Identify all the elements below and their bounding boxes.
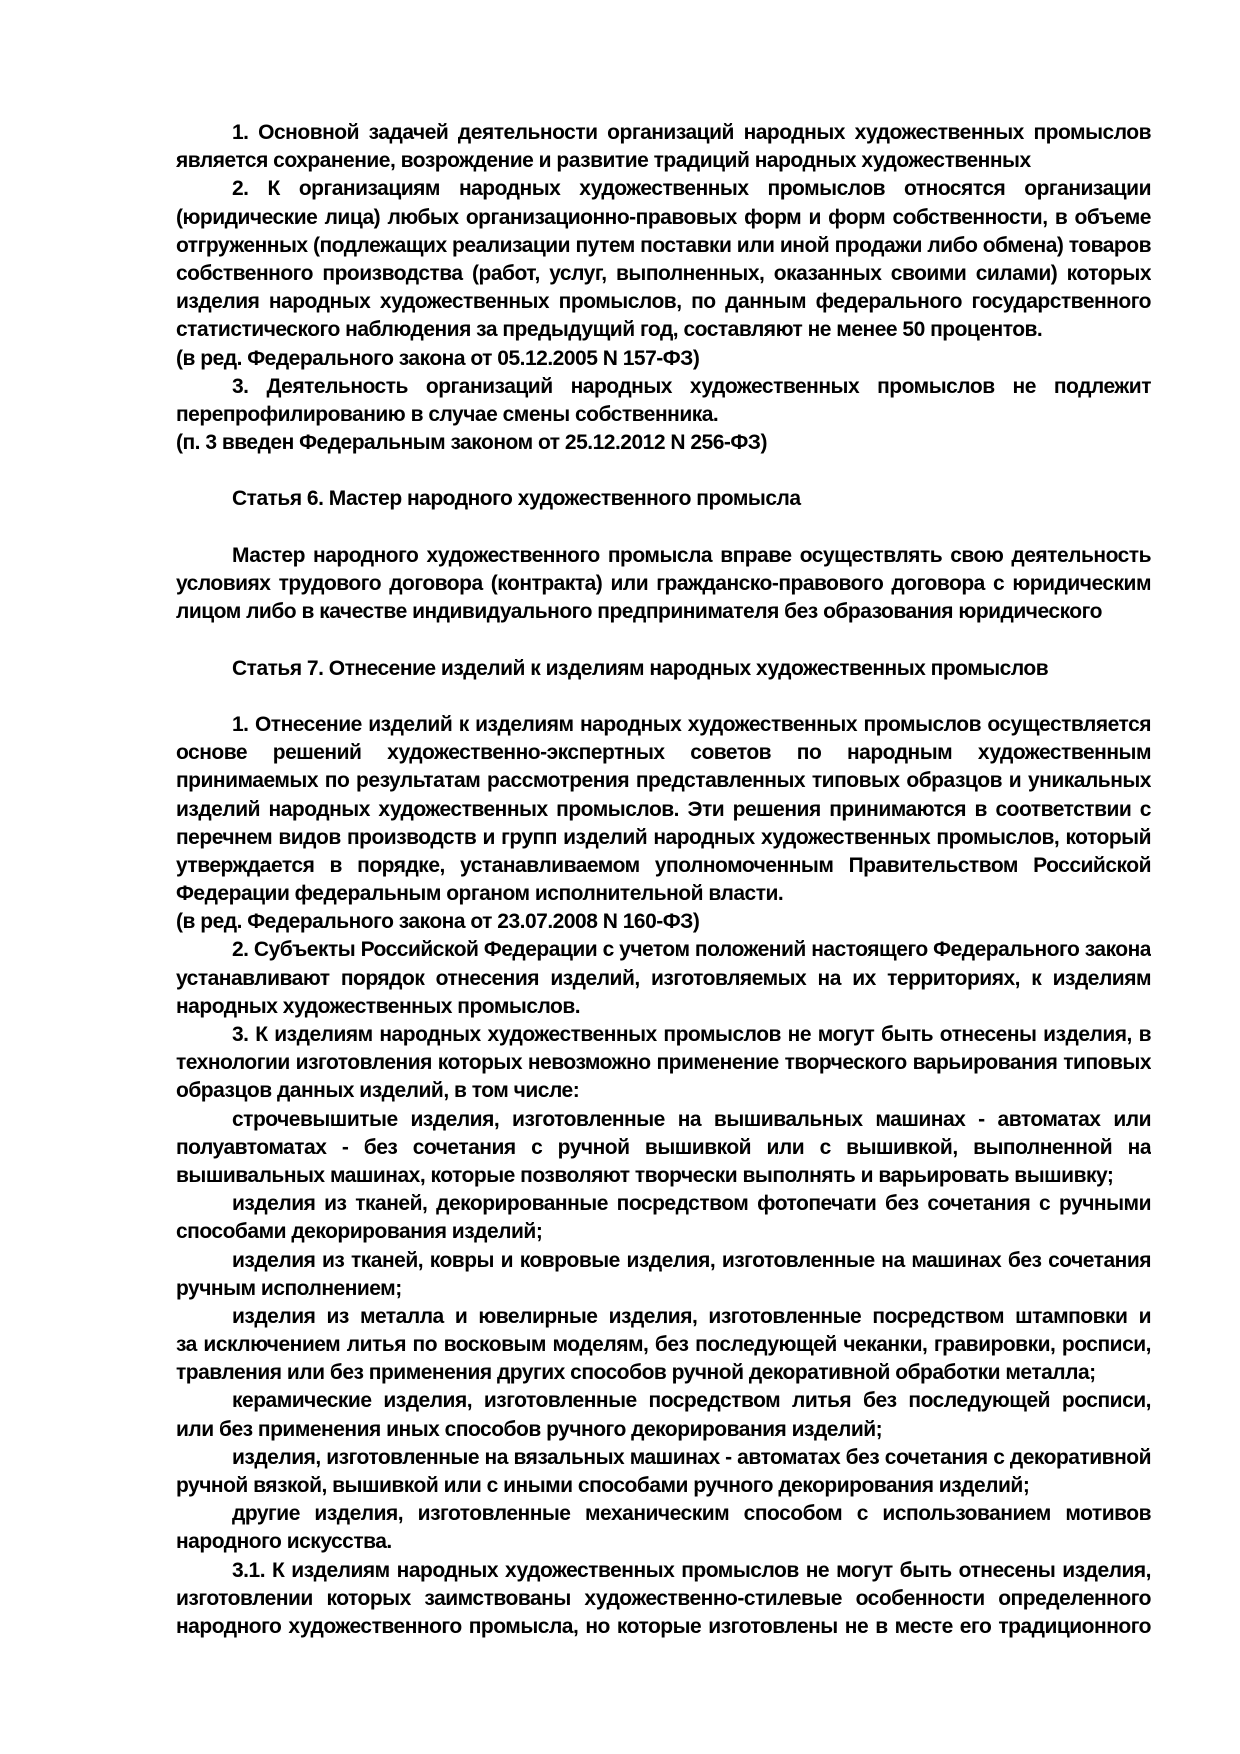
text-line: народных художественных промыслов.	[176, 994, 581, 1018]
text-line: условиях трудового договора (контракта) или гражданско-правового договора с юридическим	[176, 572, 1151, 595]
text-line: вышивальных машинах, которые позволяют творчески выполнять и варьировать вышивку;	[176, 1163, 1114, 1187]
text-line: утверждается в порядке, устанавливаемом уполномоченным Правительством Российской	[176, 853, 1151, 877]
article-heading	[176, 485, 1151, 513]
paragraph	[176, 1247, 1151, 1303]
text-line: 3. К изделиям народных художественных промыслов не могут быть отнесены изделия, в	[232, 1023, 1151, 1046]
blank-line	[176, 457, 1151, 485]
document-text	[176, 119, 1151, 1641]
paragraph	[176, 345, 1151, 373]
text-line: изделия народных художественных промыслов, по данным федерального государственного	[176, 290, 1151, 314]
text-line: травления или без применения других способов ручной декоративной обработки металла;	[176, 1361, 1096, 1385]
paragraph	[176, 542, 1151, 627]
text-line: 3.1. К изделиям народных художественных промыслов не могут быть отнесены изделия,	[232, 1558, 1151, 1582]
text-line: изделия, изготовленные на вязальных машинах - автоматах без сочетания с декоративной	[232, 1445, 1151, 1469]
text-line: перечнем видов производств и групп изделий народных художественных промыслов, который	[176, 825, 1151, 849]
text-line: керамические изделия, изготовленные посредством литья без последующей росписи,	[232, 1389, 1151, 1413]
text-line: статистического наблюдения за предыдущий год, составляют не менее 50 процентов.	[176, 318, 1043, 342]
paragraph	[176, 1021, 1151, 1106]
text-line: за исключением литья по восковым моделям, без последующей чеканки, гравировки, росписи,	[176, 1333, 1151, 1357]
blank-line-spacer	[176, 626, 1151, 654]
text-line: или без применения иных способов ручного декорирования изделий;	[176, 1417, 883, 1441]
paragraph	[176, 936, 1151, 1021]
text-line: устанавливают порядок отнесения изделий, изготовляемых на их территориях, к изделиям	[176, 966, 1151, 990]
text-line: изделия из металла и ювелирные изделия, изготовленные посредством штамповки и	[232, 1304, 1151, 1328]
text-line: изделий народных художественных промыслов. Эти решения принимаются в соответствии с	[176, 797, 1151, 821]
paragraph	[176, 908, 1151, 936]
text-line: изделия из тканей, декорированные посредством фотопечати без сочетания с ручными	[232, 1192, 1151, 1216]
paragraph	[176, 373, 1151, 429]
blank-line-spacer	[176, 683, 1151, 711]
paragraph	[176, 1303, 1151, 1388]
text-line: 1. Основной задачей деятельности организаций народных художественных промыслов	[232, 121, 1151, 144]
paragraph	[176, 1106, 1151, 1191]
paragraph	[176, 1190, 1151, 1246]
text-line: является сохранение, возрождение и развитие традиций народных художественных	[176, 149, 1031, 173]
paragraph	[176, 175, 1151, 344]
text-line: собственного производства (работ, услуг, выполненных, оказанных своими силами) которых	[176, 261, 1151, 285]
text-line: другие изделия, изготовленные механическим способом с использованием мотивов	[232, 1502, 1151, 1526]
text-line: Статья 7. Отнесение изделий к изделиям народных художественных промыслов	[232, 656, 1049, 680]
text-line: (в ред. Федерального закона от 05.12.2005 N 157-ФЗ)	[176, 346, 700, 370]
text-line: основе решений художественно-экспертных советов по народным художественным	[176, 741, 1151, 765]
text-line: (в ред. Федерального закона от 23.07.2008 N 160-ФЗ)	[176, 910, 700, 934]
paragraph	[176, 1444, 1151, 1500]
text-line: 2. Субъекты Российской Федерации с учетом положений настоящего Федерального закона	[232, 938, 1151, 962]
text-line: ручным исполнением;	[176, 1276, 402, 1300]
text-line: способами декорирования изделий;	[176, 1220, 543, 1244]
paragraph	[176, 1500, 1151, 1556]
text-line: (юридические лица) любых организационно-правовых форм и форм собственности, в объеме	[176, 205, 1151, 229]
blank-line	[176, 683, 1151, 711]
paragraph	[176, 1557, 1151, 1642]
blank-line	[176, 514, 1151, 542]
text-line: изготовлении которых заимствованы художественно-стилевые особенности определенного	[176, 1586, 1151, 1610]
text-line: ручной вязкой, вышивкой или с иными способами ручного декорирования изделий;	[176, 1474, 1030, 1497]
text-line: принимаемых по результатам рассмотрения представленных типовых образцов и уникальных	[176, 769, 1151, 793]
text-line: 2. К организациям народных художественных промыслов относятся организации	[232, 177, 1151, 201]
paragraph	[176, 429, 1151, 457]
text-line: технологии изготовления которых невозможно применение творческого варьирования типовых	[176, 1051, 1151, 1075]
blank-line	[176, 626, 1151, 654]
text-line: перепрофилированию в случае смены собственника.	[176, 402, 719, 426]
text-line: (п. 3 введен Федеральным законом от 25.12.2012 N 256-ФЗ)	[176, 431, 767, 455]
text-line: лицом либо в качестве индивидуального предпринимателя без образования юридического	[176, 600, 1102, 624]
text-line: полуавтоматах - без сочетания с ручной вышивкой или с вышивкой, выполненной на	[176, 1135, 1151, 1159]
blank-line-spacer	[176, 514, 1151, 542]
text-line: изделия из тканей, ковры и ковровые изделия, изготовленные на машинах без сочетания	[232, 1248, 1151, 1272]
paragraph	[176, 1387, 1151, 1443]
blank-line-spacer	[176, 457, 1151, 485]
article-heading	[176, 655, 1151, 683]
text-line: Статья 6. Мастер народного художественного промысла	[232, 487, 801, 511]
text-line: 1. Отнесение изделий к изделиям народных художественных промыслов осуществляется	[232, 712, 1151, 736]
text-line: отгруженных (подлежащих реализации путем поставки или иной продажи либо обмена) товаров	[176, 233, 1151, 257]
text-line: Федерации федеральным органом исполнительной власти.	[176, 882, 784, 906]
text-line: Мастер народного художественного промысла вправе осуществлять свою деятельность	[232, 543, 1151, 567]
paragraph	[176, 711, 1151, 908]
text-line: строчевышитые изделия, изготовленные на вышивальных машинах - автоматах или	[232, 1107, 1151, 1131]
text-line: 3. Деятельность организаций народных художественных промыслов не подлежит	[232, 374, 1151, 398]
text-line: образцов данных изделий, в том числе:	[176, 1079, 580, 1103]
text-line: народного художественного промысла, но которые изготовлены не в месте его традиционного	[176, 1614, 1151, 1638]
paragraph	[176, 119, 1151, 175]
text-line: народного искусства.	[176, 1530, 392, 1554]
